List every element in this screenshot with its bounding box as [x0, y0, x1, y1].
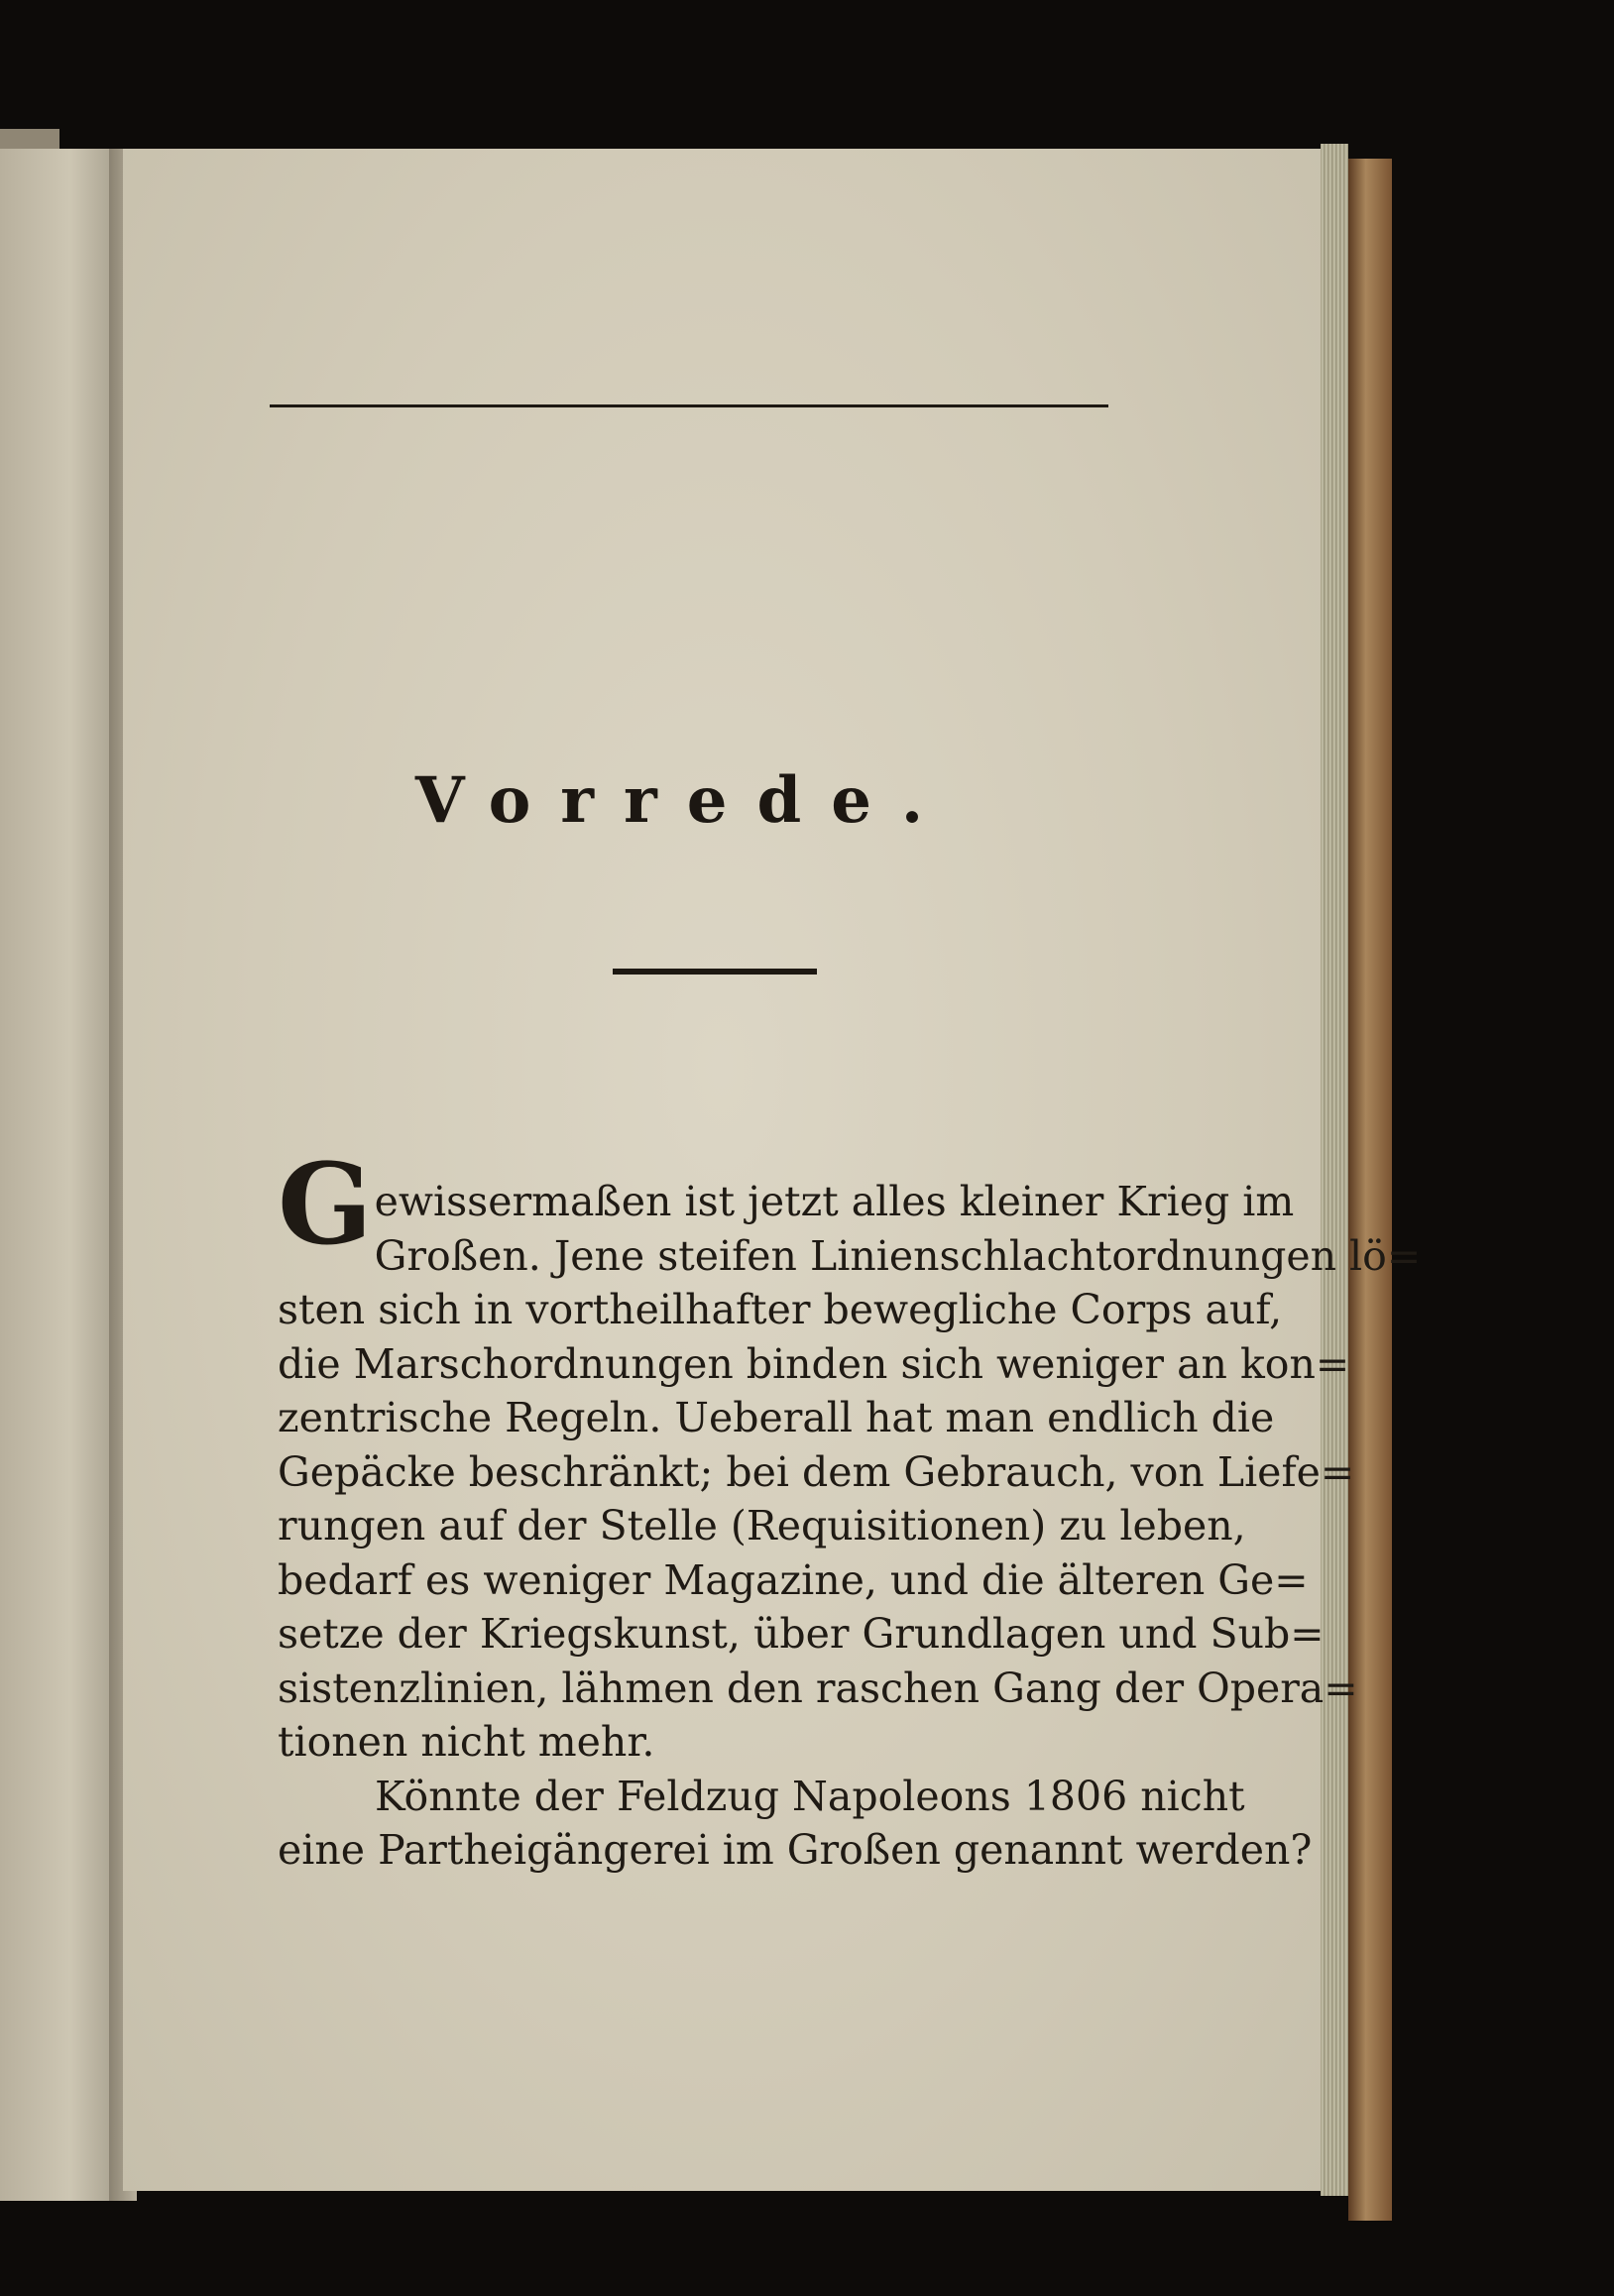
text-line: Gepäcke beschränkt; bei dem Gebrauch, von Liefe= — [278, 1447, 1355, 1496]
text-line: bedarf es weniger Magazine, und die älteren Ge= — [278, 1555, 1309, 1604]
top-rule — [270, 404, 1108, 407]
text-line: setze der Kriegskunst, über Grundlagen und Sub= — [278, 1610, 1325, 1658]
text-line: Großen. Jene steifen Linienschlachtordnungen lö= — [374, 1231, 1422, 1280]
body-text — [278, 1140, 1422, 1878]
text-line: sistenzlinien, lähmen den raschen Gang der Opera= — [278, 1664, 1358, 1712]
paragraph-1 — [278, 1140, 1422, 1770]
text-line: rungen auf der Stelle (Requisitionen) zu leben, — [278, 1502, 1246, 1550]
text-line: sten sich in vortheilhafter bewegliche Corps auf, — [278, 1286, 1283, 1333]
text-line: zentrische Regeln. Ueberall hat man endlich die — [278, 1394, 1275, 1441]
text-line: tionen nicht mehr. — [278, 1718, 655, 1766]
heading-rule — [613, 969, 817, 975]
text-line: eine Partheigängerei im Großen genannt werden? — [278, 1826, 1313, 1874]
text-line: Könnte der Feldzug Napoleons 1806 nicht — [375, 1772, 1245, 1820]
page-heading: Vorrede. — [414, 763, 954, 838]
paragraph-2 — [278, 1770, 1313, 1878]
line-text: ewissermaßen ist jetzt alles kleiner Krieg im — [374, 1178, 1295, 1225]
text-line: die Marschordnungen binden sich weniger an kon= — [278, 1339, 1350, 1388]
drop-cap: G — [278, 1140, 373, 1270]
